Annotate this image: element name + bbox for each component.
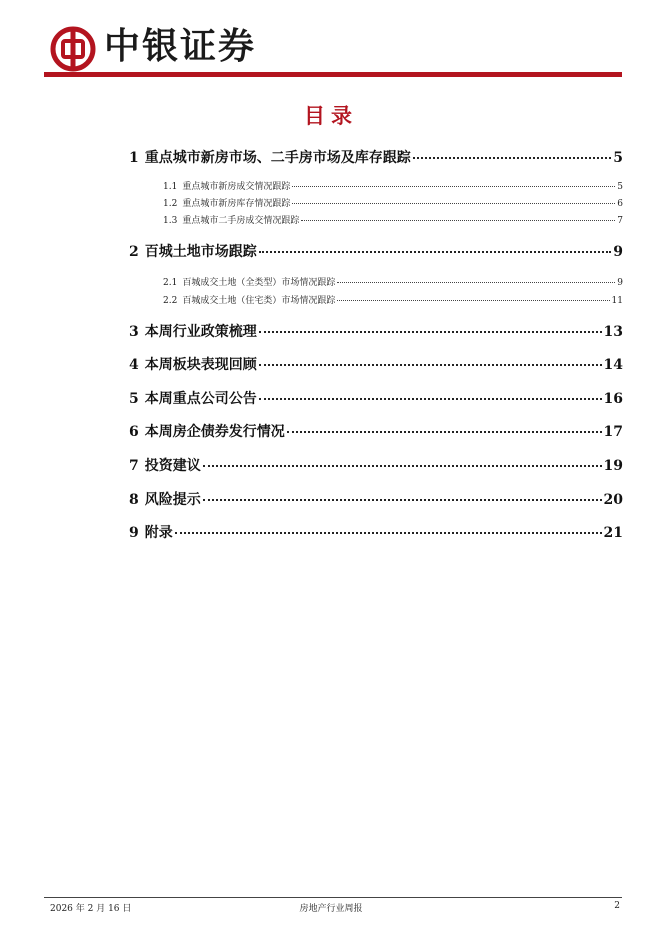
- toc-entry-page: 7: [617, 216, 623, 226]
- toc-leader-dots: [292, 203, 615, 204]
- toc-entry-label: 本周重点公司公告: [144, 391, 257, 407]
- toc-entry-number: 2.2: [163, 296, 178, 306]
- toc-entry-label: 本周行业政策梳理: [144, 324, 257, 340]
- toc-entry-number: 1: [129, 150, 139, 166]
- toc-leader-dots: [413, 157, 612, 159]
- toc-entry-label: 重点城市新房市场、二手房市场及库存跟踪: [144, 150, 411, 166]
- toc-title: 目录: [304, 103, 358, 128]
- toc-entry-1-1[interactable]: [163, 180, 623, 194]
- toc-entry-4[interactable]: [129, 355, 623, 375]
- toc-entry-number: 1.1: [163, 182, 178, 192]
- toc-entry-number: 1.3: [163, 216, 178, 226]
- toc-entry-5[interactable]: [129, 389, 623, 409]
- toc-entry-page: 13: [603, 324, 623, 340]
- toc-entry-number: 3: [129, 324, 139, 340]
- toc-entry-3[interactable]: [129, 322, 623, 342]
- toc-entry-page: 11: [611, 296, 623, 306]
- toc-entry-label: 投资建议: [144, 458, 201, 474]
- toc-entry-number: 1.2: [163, 199, 178, 209]
- toc-entry-number: 2: [129, 244, 139, 260]
- toc-entry-6[interactable]: [129, 422, 623, 442]
- toc-entry-number: 4: [129, 357, 139, 373]
- toc-entry-label: 风险提示: [144, 492, 201, 508]
- toc-leader-dots: [259, 251, 612, 253]
- toc-entry-number: 2.1: [163, 278, 178, 288]
- toc-entry-label: 百城成交土地（全类型）市场情况跟踪: [182, 278, 336, 288]
- toc-entry-2-2[interactable]: [163, 294, 623, 308]
- toc-entry-page: 5: [613, 150, 623, 166]
- toc-leader-dots: [301, 220, 615, 221]
- toc-leader-dots: [337, 300, 609, 301]
- bank-of-china-logo-icon: [50, 26, 96, 72]
- toc-entry-page: 5: [617, 182, 623, 192]
- toc-entry-label: 重点城市新房库存情况跟踪: [182, 199, 291, 209]
- toc-entry-2-1[interactable]: [163, 276, 623, 290]
- toc-entry-1[interactable]: [129, 148, 623, 168]
- toc-entry-page: 17: [603, 424, 623, 440]
- toc-leader-dots: [175, 532, 602, 534]
- toc-entry-9[interactable]: [129, 523, 623, 543]
- toc-entry-page: 20: [603, 492, 623, 508]
- toc-entry-label: 本周房企债券发行情况: [144, 424, 285, 440]
- toc-leader-dots: [292, 186, 615, 187]
- toc-leader-dots: [337, 282, 615, 283]
- toc-leader-dots: [203, 465, 602, 467]
- page-number: 2: [614, 901, 620, 911]
- toc-entry-7[interactable]: [129, 456, 623, 476]
- header-divider: [44, 72, 622, 77]
- toc-entry-page: 9: [617, 278, 623, 288]
- toc-entry-number: 9: [129, 525, 139, 541]
- report-type: 房地产行业周报: [299, 904, 363, 914]
- toc-entry-label: 百城成交土地（住宅类）市场情况跟踪: [182, 296, 336, 306]
- toc-entry-label: 重点城市二手房成交情况跟踪: [182, 216, 300, 226]
- toc-entry-number: 5: [129, 391, 139, 407]
- toc-entry-1-3[interactable]: [163, 214, 623, 228]
- brand-name: 中银证券: [104, 25, 257, 67]
- toc-entry-page: 19: [603, 458, 623, 474]
- toc-entry-label: 百城土地市场跟踪: [144, 244, 257, 260]
- toc-entry-2[interactable]: [129, 242, 623, 262]
- toc-entry-label: 附录: [144, 525, 173, 541]
- toc-leader-dots: [259, 331, 602, 333]
- toc-entry-page: 9: [613, 244, 623, 260]
- toc-entry-label: 本周板块表现回顾: [144, 357, 257, 373]
- toc-entry-1-2[interactable]: [163, 197, 623, 211]
- footer-divider: [44, 897, 622, 898]
- toc-entry-number: 6: [129, 424, 139, 440]
- toc-entry-page: 16: [603, 391, 623, 407]
- toc-entry-number: 7: [129, 458, 139, 474]
- toc-leader-dots: [203, 499, 602, 501]
- toc-entry-page: 21: [603, 525, 623, 541]
- toc-entry-page: 6: [617, 199, 623, 209]
- toc-leader-dots: [259, 398, 602, 400]
- toc-entry-8[interactable]: [129, 490, 623, 510]
- report-date: 2026 年 2 月 16 日: [50, 904, 132, 914]
- toc-leader-dots: [287, 431, 602, 433]
- toc-entry-page: 14: [603, 357, 623, 373]
- toc-entry-number: 8: [129, 492, 139, 508]
- toc-entry-label: 重点城市新房成交情况跟踪: [182, 182, 291, 192]
- page-header: [0, 0, 662, 80]
- toc-leader-dots: [259, 364, 602, 366]
